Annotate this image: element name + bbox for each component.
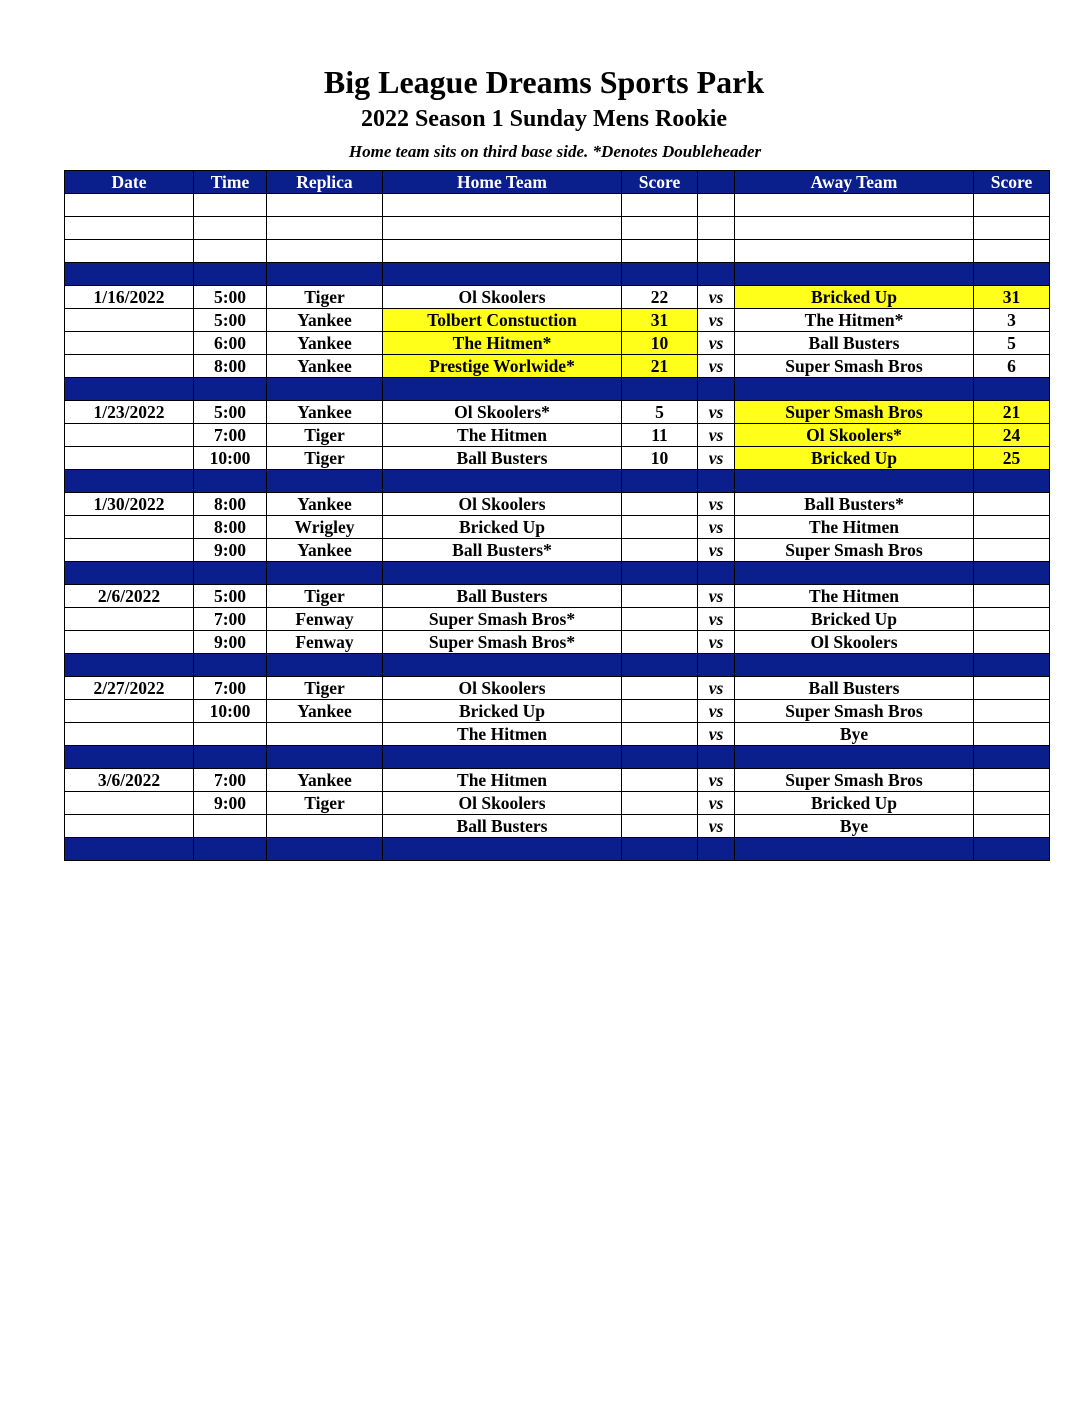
home-score-cell xyxy=(622,608,698,631)
away-team-cell: Super Smash Bros xyxy=(735,769,974,792)
home-score-cell xyxy=(622,769,698,792)
away-score-cell xyxy=(974,516,1050,539)
home-score-cell xyxy=(622,746,698,769)
away-score-cell xyxy=(974,815,1050,838)
page-title: Big League Dreams Sports Park xyxy=(323,64,765,100)
away-score-cell xyxy=(974,792,1050,815)
time-cell: 7:00 xyxy=(194,677,267,700)
away-team-cell: Super Smash Bros xyxy=(735,700,974,723)
vs-cell xyxy=(698,217,735,240)
away-score-cell: 31 xyxy=(974,286,1050,309)
replica-cell: Tiger xyxy=(267,424,383,447)
time-cell: 9:00 xyxy=(194,792,267,815)
away-team-cell: Bricked Up xyxy=(735,608,974,631)
home-team-cell: The Hitmen* xyxy=(383,332,622,355)
away-score-cell xyxy=(974,217,1050,240)
home-team-cell: Ol Skoolers xyxy=(383,792,622,815)
separator-row xyxy=(65,263,1050,286)
replica-cell xyxy=(267,838,383,861)
away-team-cell: The Hitmen* xyxy=(735,309,974,332)
replica-cell: Tiger xyxy=(267,447,383,470)
away-team-cell xyxy=(735,562,974,585)
game-row xyxy=(65,516,1050,539)
replica-cell xyxy=(267,470,383,493)
home-team-cell xyxy=(383,838,622,861)
schedule-table xyxy=(64,170,1050,861)
date-cell xyxy=(65,608,194,631)
game-row xyxy=(65,447,1050,470)
replica-cell xyxy=(267,815,383,838)
time-cell: 8:00 xyxy=(194,516,267,539)
time-cell: 7:00 xyxy=(194,769,267,792)
away-score-cell xyxy=(974,378,1050,401)
date-cell xyxy=(65,263,194,286)
vs-cell xyxy=(698,378,735,401)
game-row xyxy=(65,631,1050,654)
home-team-cell: Super Smash Bros* xyxy=(383,608,622,631)
away-team-cell: The Hitmen xyxy=(735,516,974,539)
time-cell: 10:00 xyxy=(194,447,267,470)
home-team-cell xyxy=(383,240,622,263)
vs-cell: vs xyxy=(698,700,735,723)
home-score-cell xyxy=(622,631,698,654)
home-score-cell: 10 xyxy=(622,332,698,355)
time-cell xyxy=(194,240,267,263)
game-row xyxy=(65,677,1050,700)
time-cell: 7:00 xyxy=(194,424,267,447)
game-row xyxy=(65,309,1050,332)
replica-cell: Yankee xyxy=(267,309,383,332)
game-row xyxy=(65,700,1050,723)
replica-cell: Yankee xyxy=(267,493,383,516)
game-row xyxy=(65,493,1050,516)
date-cell xyxy=(65,746,194,769)
home-team-cell xyxy=(383,470,622,493)
col-header-vs xyxy=(698,171,735,194)
home-score-cell xyxy=(622,240,698,263)
separator-row xyxy=(65,562,1050,585)
col-header-date: Date xyxy=(65,171,194,194)
away-score-cell xyxy=(974,654,1050,677)
replica-cell xyxy=(267,217,383,240)
home-team-cell: The Hitmen xyxy=(383,424,622,447)
away-team-cell xyxy=(735,378,974,401)
time-cell xyxy=(194,470,267,493)
time-cell xyxy=(194,654,267,677)
away-score-cell xyxy=(974,769,1050,792)
game-row xyxy=(65,539,1050,562)
separator-row xyxy=(65,654,1050,677)
time-cell: 7:00 xyxy=(194,608,267,631)
away-team-cell xyxy=(735,194,974,217)
time-cell: 8:00 xyxy=(194,493,267,516)
replica-cell: Tiger xyxy=(267,585,383,608)
date-cell xyxy=(65,240,194,263)
away-team-cell: Ball Busters xyxy=(735,332,974,355)
date-cell xyxy=(65,539,194,562)
date-cell xyxy=(65,654,194,677)
date-cell xyxy=(65,424,194,447)
away-score-cell: 3 xyxy=(974,309,1050,332)
home-score-cell xyxy=(622,838,698,861)
col-header-replica: Replica xyxy=(267,171,383,194)
home-team-cell xyxy=(383,746,622,769)
vs-cell: vs xyxy=(698,769,735,792)
away-team-cell: Bricked Up xyxy=(735,447,974,470)
replica-cell xyxy=(267,723,383,746)
vs-cell: vs xyxy=(698,723,735,746)
separator-row xyxy=(65,470,1050,493)
replica-cell: Yankee xyxy=(267,332,383,355)
home-team-cell: Bricked Up xyxy=(383,700,622,723)
home-team-cell: Bricked Up xyxy=(383,516,622,539)
time-cell: 10:00 xyxy=(194,700,267,723)
home-score-cell: 5 xyxy=(622,401,698,424)
home-team-cell xyxy=(383,378,622,401)
away-score-cell xyxy=(974,263,1050,286)
home-team-cell: Ol Skoolers xyxy=(383,286,622,309)
vs-cell: vs xyxy=(698,815,735,838)
home-score-cell: 22 xyxy=(622,286,698,309)
away-team-cell: Bricked Up xyxy=(735,286,974,309)
table-header-row xyxy=(65,171,1050,194)
replica-cell: Tiger xyxy=(267,792,383,815)
away-score-cell: 6 xyxy=(974,355,1050,378)
home-team-cell xyxy=(383,263,622,286)
away-score-cell: 24 xyxy=(974,424,1050,447)
vs-cell: vs xyxy=(698,424,735,447)
col-header-away-score: Score xyxy=(974,171,1050,194)
replica-cell xyxy=(267,562,383,585)
away-team-cell: Bye xyxy=(735,723,974,746)
replica-cell: Fenway xyxy=(267,608,383,631)
replica-cell: Yankee xyxy=(267,769,383,792)
vs-cell: vs xyxy=(698,286,735,309)
away-score-cell xyxy=(974,493,1050,516)
blank-row xyxy=(65,217,1050,240)
vs-cell: vs xyxy=(698,608,735,631)
home-score-cell xyxy=(622,470,698,493)
home-score-cell xyxy=(622,654,698,677)
away-score-cell xyxy=(974,194,1050,217)
date-cell: 3/6/2022 xyxy=(65,769,194,792)
home-score-cell: 21 xyxy=(622,355,698,378)
home-team-cell: Tolbert Constuction xyxy=(383,309,622,332)
away-score-cell xyxy=(974,539,1050,562)
date-cell xyxy=(65,562,194,585)
replica-cell: Yankee xyxy=(267,700,383,723)
vs-cell xyxy=(698,263,735,286)
home-team-cell: The Hitmen xyxy=(383,723,622,746)
home-team-cell xyxy=(383,654,622,677)
away-team-cell xyxy=(735,470,974,493)
date-cell xyxy=(65,470,194,493)
replica-cell: Yankee xyxy=(267,539,383,562)
time-cell: 5:00 xyxy=(194,401,267,424)
time-cell xyxy=(194,194,267,217)
replica-cell: Yankee xyxy=(267,401,383,424)
vs-cell: vs xyxy=(698,539,735,562)
away-team-cell: Ball Busters xyxy=(735,677,974,700)
away-team-cell xyxy=(735,654,974,677)
away-team-cell: Super Smash Bros xyxy=(735,539,974,562)
time-cell xyxy=(194,723,267,746)
replica-cell: Yankee xyxy=(267,355,383,378)
time-cell: 5:00 xyxy=(194,309,267,332)
vs-cell: vs xyxy=(698,401,735,424)
vs-cell: vs xyxy=(698,355,735,378)
separator-row xyxy=(65,378,1050,401)
page-subtitle: 2022 Season 1 Sunday Mens Rookie xyxy=(360,106,728,132)
vs-cell: vs xyxy=(698,677,735,700)
replica-cell xyxy=(267,240,383,263)
date-cell xyxy=(65,838,194,861)
away-team-cell: The Hitmen xyxy=(735,585,974,608)
home-team-cell: Ol Skoolers xyxy=(383,677,622,700)
vs-cell xyxy=(698,654,735,677)
vs-cell: vs xyxy=(698,516,735,539)
vs-cell: vs xyxy=(698,447,735,470)
home-score-cell xyxy=(622,700,698,723)
col-header-time: Time xyxy=(194,171,267,194)
home-score-cell xyxy=(622,493,698,516)
time-cell xyxy=(194,838,267,861)
time-cell: 5:00 xyxy=(194,585,267,608)
home-team-cell: Ball Busters xyxy=(383,815,622,838)
game-row xyxy=(65,608,1050,631)
time-cell xyxy=(194,815,267,838)
home-score-cell xyxy=(622,194,698,217)
away-team-cell: Super Smash Bros xyxy=(735,355,974,378)
date-cell xyxy=(65,194,194,217)
away-team-cell: Super Smash Bros xyxy=(735,401,974,424)
date-cell xyxy=(65,355,194,378)
date-cell: 2/6/2022 xyxy=(65,585,194,608)
vs-cell: vs xyxy=(698,309,735,332)
away-score-cell xyxy=(974,700,1050,723)
away-score-cell: 25 xyxy=(974,447,1050,470)
home-team-cell: The Hitmen xyxy=(383,769,622,792)
schedule-note: Home team sits on third base side. *Denotes Doubleheader xyxy=(348,142,762,161)
home-score-cell xyxy=(622,263,698,286)
replica-cell xyxy=(267,378,383,401)
home-team-cell: Ball Busters* xyxy=(383,539,622,562)
away-score-cell xyxy=(974,723,1050,746)
away-team-cell: Ball Busters* xyxy=(735,493,974,516)
home-team-cell: Ol Skoolers xyxy=(383,493,622,516)
away-team-cell: Bye xyxy=(735,815,974,838)
game-row xyxy=(65,332,1050,355)
blank-row xyxy=(65,194,1050,217)
time-cell: 9:00 xyxy=(194,539,267,562)
date-cell xyxy=(65,309,194,332)
game-row xyxy=(65,792,1050,815)
home-score-cell xyxy=(622,217,698,240)
vs-cell xyxy=(698,240,735,263)
vs-cell: vs xyxy=(698,631,735,654)
home-score-cell xyxy=(622,539,698,562)
away-score-cell xyxy=(974,608,1050,631)
home-score-cell: 11 xyxy=(622,424,698,447)
away-team-cell: Bricked Up xyxy=(735,792,974,815)
away-team-cell xyxy=(735,746,974,769)
date-cell xyxy=(65,700,194,723)
game-row xyxy=(65,585,1050,608)
replica-cell: Fenway xyxy=(267,631,383,654)
vs-cell: vs xyxy=(698,493,735,516)
home-team-cell xyxy=(383,562,622,585)
time-cell: 5:00 xyxy=(194,286,267,309)
vs-cell xyxy=(698,838,735,861)
schedule-body xyxy=(65,194,1050,861)
away-score-cell: 5 xyxy=(974,332,1050,355)
replica-cell: Tiger xyxy=(267,677,383,700)
away-team-cell xyxy=(735,217,974,240)
time-cell: 8:00 xyxy=(194,355,267,378)
home-score-cell xyxy=(622,516,698,539)
time-cell xyxy=(194,263,267,286)
separator-row xyxy=(65,746,1050,769)
away-team-cell: Ol Skoolers xyxy=(735,631,974,654)
date-cell xyxy=(65,631,194,654)
date-cell: 1/16/2022 xyxy=(65,286,194,309)
date-cell xyxy=(65,447,194,470)
vs-cell xyxy=(698,470,735,493)
home-score-cell: 10 xyxy=(622,447,698,470)
away-score-cell xyxy=(974,838,1050,861)
time-cell: 6:00 xyxy=(194,332,267,355)
replica-cell: Tiger xyxy=(267,286,383,309)
date-cell xyxy=(65,723,194,746)
home-score-cell xyxy=(622,562,698,585)
away-score-cell: 21 xyxy=(974,401,1050,424)
col-header-home-score: Score xyxy=(622,171,698,194)
home-score-cell xyxy=(622,585,698,608)
home-team-cell: Super Smash Bros* xyxy=(383,631,622,654)
col-header-away-team: Away Team xyxy=(735,171,974,194)
vs-cell: vs xyxy=(698,332,735,355)
date-cell xyxy=(65,792,194,815)
away-score-cell xyxy=(974,240,1050,263)
replica-cell xyxy=(267,263,383,286)
home-team-cell: Ball Busters xyxy=(383,447,622,470)
home-team-cell: Ball Busters xyxy=(383,585,622,608)
away-team-cell xyxy=(735,240,974,263)
away-score-cell xyxy=(974,746,1050,769)
blank-row xyxy=(65,240,1050,263)
home-score-cell xyxy=(622,378,698,401)
home-score-cell xyxy=(622,677,698,700)
vs-cell: vs xyxy=(698,792,735,815)
game-row xyxy=(65,769,1050,792)
game-row xyxy=(65,355,1050,378)
time-cell xyxy=(194,746,267,769)
home-team-cell xyxy=(383,194,622,217)
home-score-cell: 31 xyxy=(622,309,698,332)
home-team-cell: Ol Skoolers* xyxy=(383,401,622,424)
date-cell xyxy=(65,516,194,539)
away-score-cell xyxy=(974,631,1050,654)
away-team-cell xyxy=(735,263,974,286)
date-cell xyxy=(65,217,194,240)
away-team-cell xyxy=(735,838,974,861)
away-score-cell xyxy=(974,677,1050,700)
col-header-home-team: Home Team xyxy=(383,171,622,194)
vs-cell xyxy=(698,194,735,217)
game-row xyxy=(65,815,1050,838)
vs-cell xyxy=(698,746,735,769)
date-cell: 2/27/2022 xyxy=(65,677,194,700)
date-cell xyxy=(65,815,194,838)
vs-cell: vs xyxy=(698,585,735,608)
replica-cell xyxy=(267,746,383,769)
game-row xyxy=(65,401,1050,424)
vs-cell xyxy=(698,562,735,585)
date-cell: 1/30/2022 xyxy=(65,493,194,516)
date-cell: 1/23/2022 xyxy=(65,401,194,424)
separator-row xyxy=(65,838,1050,861)
home-team-cell xyxy=(383,217,622,240)
time-cell xyxy=(194,217,267,240)
date-cell xyxy=(65,332,194,355)
date-cell xyxy=(65,378,194,401)
away-score-cell xyxy=(974,470,1050,493)
home-score-cell xyxy=(622,723,698,746)
away-score-cell xyxy=(974,562,1050,585)
replica-cell: Wrigley xyxy=(267,516,383,539)
replica-cell xyxy=(267,654,383,677)
time-cell xyxy=(194,378,267,401)
game-row xyxy=(65,286,1050,309)
replica-cell xyxy=(267,194,383,217)
home-score-cell xyxy=(622,815,698,838)
away-score-cell xyxy=(974,585,1050,608)
game-row xyxy=(65,424,1050,447)
away-team-cell: Ol Skoolers* xyxy=(735,424,974,447)
time-cell xyxy=(194,562,267,585)
time-cell: 9:00 xyxy=(194,631,267,654)
home-score-cell xyxy=(622,792,698,815)
game-row xyxy=(65,723,1050,746)
home-team-cell: Prestige Worlwide* xyxy=(383,355,622,378)
